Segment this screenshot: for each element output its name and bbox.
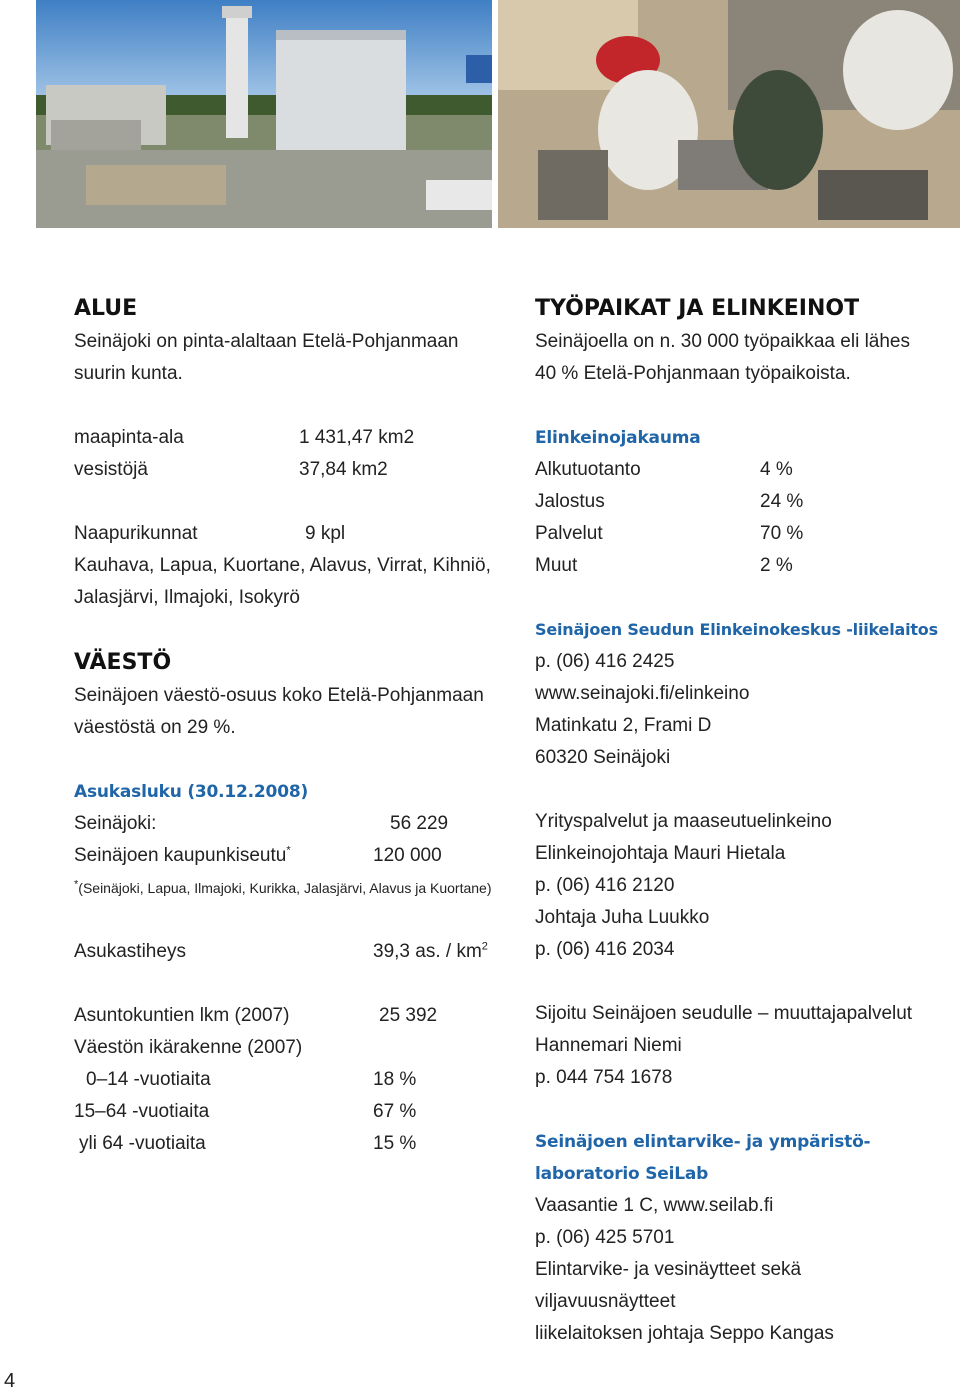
ika-label: 0–14 -vuotiaita bbox=[86, 1069, 211, 1090]
seilab-heading: laboratorio SeiLab bbox=[535, 1164, 709, 1184]
kaupunkiseutu-value: 120 000 bbox=[373, 845, 442, 866]
elinkeino-label: Muut bbox=[535, 555, 578, 576]
ika-row bbox=[74, 1096, 514, 1128]
naapuri-label: Naapurikunnat bbox=[74, 523, 198, 544]
vesisto-value: 37,84 km2 bbox=[299, 459, 388, 480]
asuntokunnat-value: 25 392 bbox=[379, 1005, 438, 1026]
footnote-marker: * bbox=[74, 878, 79, 891]
right-column bbox=[535, 292, 960, 1350]
seinajoki-label: Seinäjoki: bbox=[74, 813, 157, 834]
ika-label: 15–64 -vuotiaita bbox=[74, 1101, 210, 1122]
asuntokunnat-label: Asuntokuntien lkm (2007) bbox=[74, 1005, 290, 1026]
maapinta-value: 1 431,47 km2 bbox=[299, 427, 415, 448]
seilab-text: viljavuusnäytteet bbox=[535, 1291, 676, 1312]
vaesto-text: Seinäjoen väestö-osuus koko Etelä-Pohjanmaan bbox=[74, 685, 484, 706]
ika-value: 18 % bbox=[373, 1069, 417, 1090]
contact-phone: p. 044 754 1678 bbox=[535, 1067, 673, 1088]
contact-phone: p. (06) 425 5701 bbox=[535, 1227, 675, 1248]
kaupunkiseutu-label: Seinäjoen kaupunkiseutu bbox=[74, 845, 287, 866]
elinkeino-value: 70 % bbox=[760, 523, 804, 544]
contact-name: Elinkeinojohtaja Mauri Hietala bbox=[535, 843, 786, 864]
ika-row bbox=[74, 1064, 514, 1096]
elinkeino-row bbox=[535, 550, 960, 582]
footnote-marker: * bbox=[286, 844, 291, 857]
seinajoki-value: 56 229 bbox=[390, 813, 449, 834]
seilab-text: Elintarvike- ja vesinäytteet sekä bbox=[535, 1259, 802, 1280]
ika-value: 15 % bbox=[373, 1133, 417, 1154]
vesisto-row bbox=[74, 454, 514, 486]
vesisto-label: vesistöjä bbox=[74, 459, 148, 480]
contact-address: 60320 Seinäjoki bbox=[535, 747, 671, 768]
elinkeino-value: 24 % bbox=[760, 491, 804, 512]
vaesto-text: väestöstä on 29 %. bbox=[74, 717, 236, 738]
contact-name: Hannemari Niemi bbox=[535, 1035, 682, 1056]
asukastiheys-sup: 2 bbox=[481, 940, 488, 953]
elinkeino-row bbox=[535, 486, 960, 518]
kaupunkiseutu-row bbox=[74, 840, 514, 872]
naapuri-list: Jalasjärvi, Ilmajoki, Isokyrö bbox=[74, 587, 300, 608]
contact-address: Vaasantie 1 C, www.seilab.fi bbox=[535, 1195, 774, 1216]
asukastiheys-row bbox=[74, 936, 514, 968]
contact-phone: p. (06) 416 2425 bbox=[535, 651, 675, 672]
elinkeino-value: 4 % bbox=[760, 459, 793, 480]
tyopaikat-text: Seinäjoella on n. 30 000 työpaikkaa eli lähes bbox=[535, 331, 910, 352]
alue-heading: ALUE bbox=[74, 296, 138, 321]
footnote bbox=[74, 872, 514, 904]
contact-address: Matinkatu 2, Frami D bbox=[535, 715, 712, 736]
contact-name: Johtaja Juha Luukko bbox=[535, 907, 710, 928]
alue-text: Seinäjoki on pinta-alaltaan Etelä-Pohjanmaan bbox=[74, 331, 459, 352]
asukasluku-heading: Asukasluku (30.12.2008) bbox=[74, 782, 309, 802]
maapinta-label: maapinta-ala bbox=[74, 427, 184, 448]
contact-web: www.seinajoki.fi/elinkeino bbox=[535, 683, 750, 704]
left-column bbox=[74, 292, 514, 1160]
elinkeino-row bbox=[535, 518, 960, 550]
tyopaikat-text: 40 % Etelä-Pohjanmaan työpaikoista. bbox=[535, 363, 851, 384]
cafe-terrace-photo bbox=[498, 0, 960, 228]
asukastiheys-label: Asukastiheys bbox=[74, 941, 186, 962]
asukastiheys-value bbox=[373, 936, 488, 968]
seinajoki-row bbox=[74, 808, 514, 840]
page-number: 4 bbox=[4, 1370, 16, 1392]
naapuri-row bbox=[74, 518, 514, 550]
seilab-text: liikelaitoksen johtaja Seppo Kangas bbox=[535, 1323, 834, 1344]
ika-value: 67 % bbox=[373, 1101, 417, 1122]
tyopaikat-heading: TYÖPAIKAT JA ELINKEINOT bbox=[535, 296, 860, 321]
elinkeino-label: Palvelut bbox=[535, 523, 603, 544]
naapuri-list: Kauhava, Lapua, Kuortane, Alavus, Virrat, Kihniö, bbox=[74, 555, 491, 576]
asukastiheys-value-text: 39,3 as. / km bbox=[373, 941, 482, 962]
asuntokunnat-row bbox=[74, 1000, 514, 1032]
seilab-heading: Seinäjoen elintarvike- ja ympäristö- bbox=[535, 1132, 871, 1152]
elinkeino-heading: Elinkeinojakauma bbox=[535, 428, 701, 448]
naapuri-value: 9 kpl bbox=[305, 523, 346, 544]
ika-label: yli 64 -vuotiaita bbox=[79, 1133, 206, 1154]
ikarakenne-label: Väestön ikärakenne (2007) bbox=[74, 1037, 303, 1058]
yrityspalvelut-text: Yrityspalvelut ja maaseutuelinkeino bbox=[535, 811, 832, 832]
elinkeino-value: 2 % bbox=[760, 555, 793, 576]
vaesto-heading: VÄESTÖ bbox=[74, 650, 172, 675]
footnote-text: (Seinäjoki, Lapua, Ilmajoki, Kurikka, Jalasjärvi, Alavus ja Kuortane) bbox=[78, 880, 492, 896]
elinkeino-row bbox=[535, 454, 960, 486]
maapinta-row bbox=[74, 422, 514, 454]
elinkeino-label: Jalostus bbox=[535, 491, 605, 512]
contact-phone: p. (06) 416 2034 bbox=[535, 939, 675, 960]
elinkeino-label: Alkutuotanto bbox=[535, 459, 641, 480]
city-aerial-photo bbox=[36, 0, 492, 228]
sijoitu-text: Sijoitu Seinäjoen seudulle – muuttajapalvelut bbox=[535, 1003, 913, 1024]
ika-row bbox=[74, 1128, 514, 1160]
alue-text: suurin kunta. bbox=[74, 363, 183, 384]
elinkeinokeskus-heading: Seinäjoen Seudun Elinkeinokeskus -liikelaitos bbox=[535, 620, 938, 639]
contact-phone: p. (06) 416 2120 bbox=[535, 875, 675, 896]
